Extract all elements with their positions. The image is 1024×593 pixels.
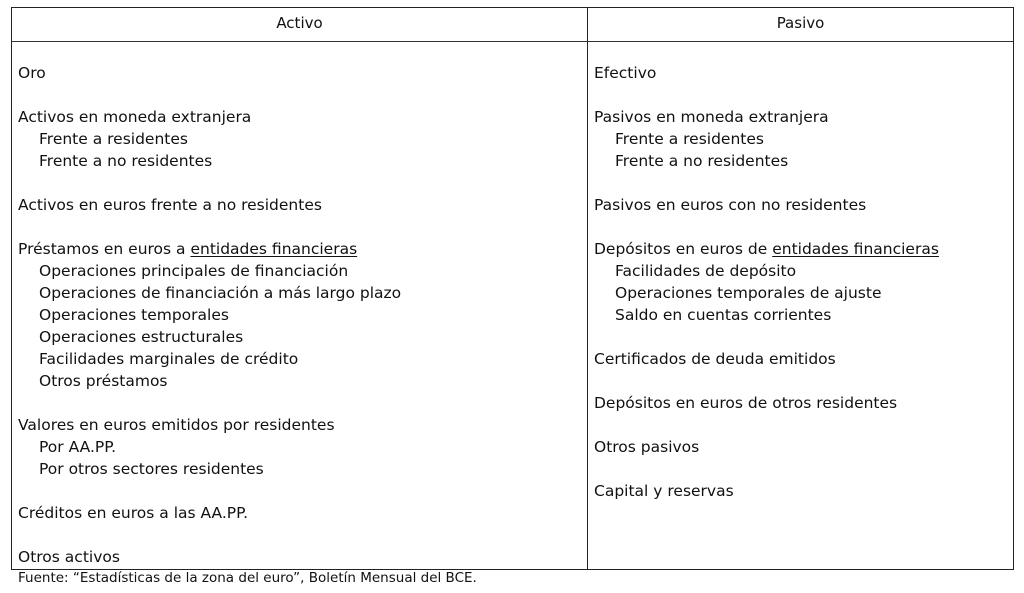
sub-item: Frente a no residentes [615,152,789,170]
item-label: Créditos en euros a las AA.PP. [18,504,248,522]
sub-item: Frente a residentes [615,130,764,148]
pasivo-column [594,62,939,502]
sub-item: Por AA.PP. [39,438,117,456]
header-activo: Activo [276,14,323,32]
item-label: Valores en euros emitidos por residentes [18,416,335,434]
underlined-term: entidades financieras [190,240,358,258]
sub-item: Por otros sectores residentes [39,460,264,478]
item-label: Efectivo [594,64,657,82]
item-label: Activos en euros frente a no residentes [18,196,322,214]
sub-item: Operaciones de financiación a más largo plazo [39,284,402,302]
sub-item: Facilidades marginales de crédito [39,350,299,368]
sub-item: Otros préstamos [39,372,168,390]
column-divider [587,8,588,569]
item-label: Pasivos en moneda extranjera [594,108,829,126]
item-label: Depósitos en euros de otros residentes [594,394,898,412]
item-label: Certificados de deuda emitidos [594,350,836,368]
item-label: Capital y reservas [594,482,734,500]
underlined-term: entidades financieras [772,240,939,258]
item-label: Pasivos en euros con no residentes [594,196,867,214]
item-label: Oro [18,64,46,82]
activo-column [18,62,401,568]
source-note: Fuente: “Estadísticas de la zona del euro”, Boletín Mensual del BCE. [18,570,477,586]
sub-item: Frente a residentes [39,130,188,148]
item-label: Activos en moneda extranjera [18,108,252,126]
sub-item: Operaciones temporales [39,306,229,324]
item-label [594,238,939,260]
sub-item: Saldo en cuentas corrientes [615,306,832,324]
item-label: Otros activos [18,548,120,566]
sub-item: Frente a no residentes [39,152,213,170]
sub-item: Operaciones temporales de ajuste [615,284,882,302]
header-divider [12,41,1013,42]
item-label [18,238,401,260]
label-text: Préstamos en euros a [18,240,191,258]
balance-sheet-table [11,7,1014,570]
sub-item: Operaciones estructurales [39,328,244,346]
sub-item: Operaciones principales de financiación [39,262,349,280]
sub-item: Facilidades de depósito [615,262,797,280]
item-label: Otros pasivos [594,438,700,456]
header-pasivo: Pasivo [776,14,825,32]
label-text: Depósitos en euros de [594,240,773,258]
